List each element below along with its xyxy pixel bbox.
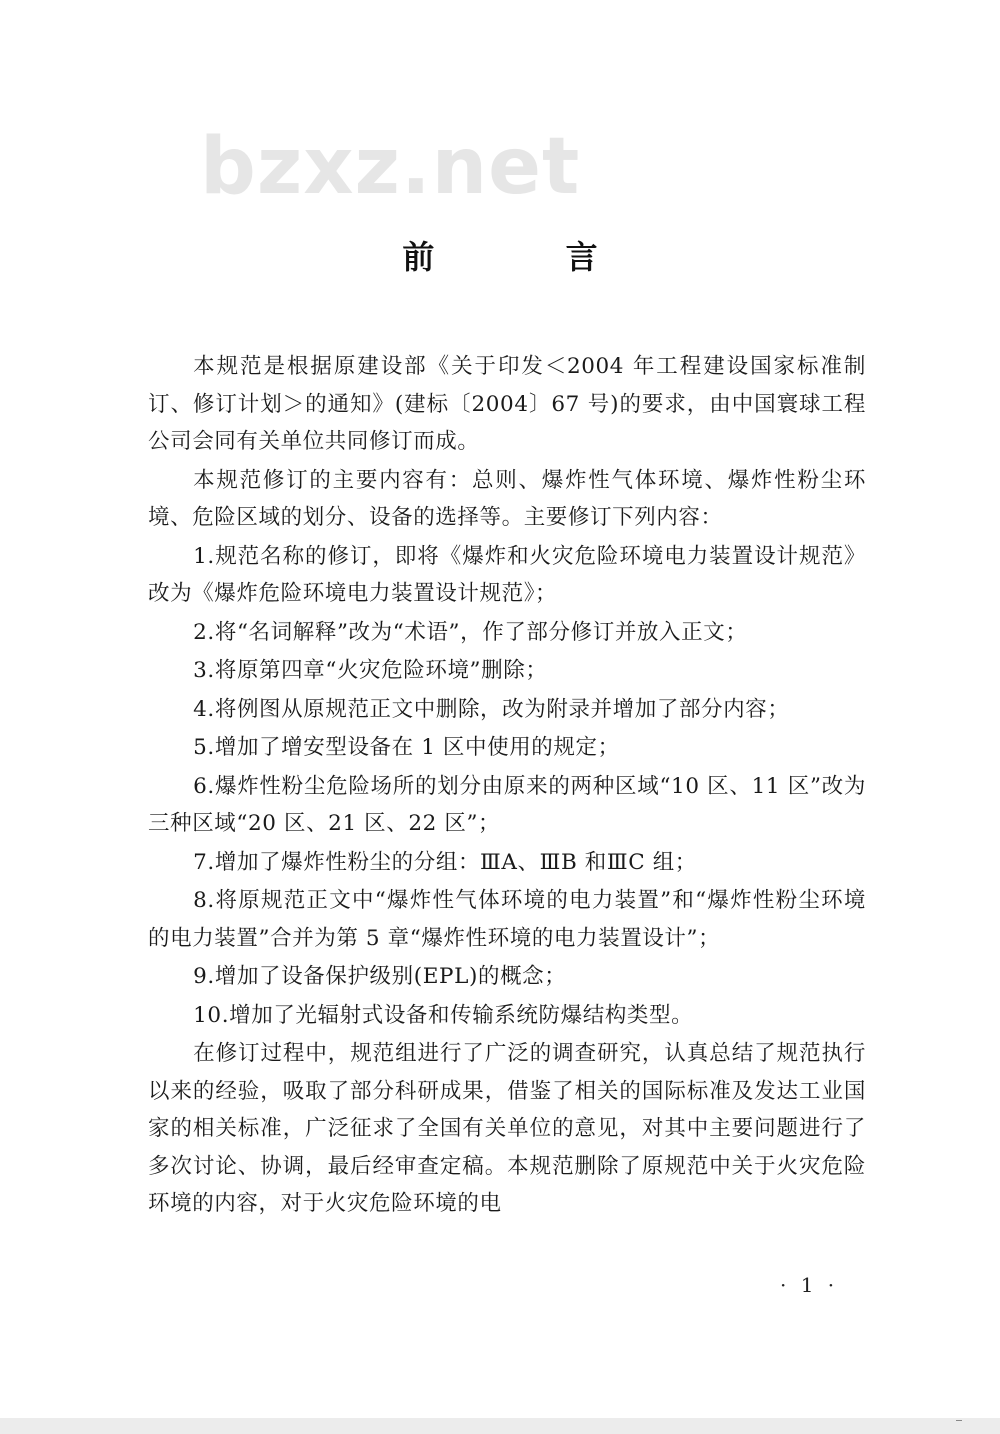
paragraph: 本规范修订的主要内容有：总则、爆炸性气体环境、爆炸性粉尘环境、危险区域的划分、设备的选择等。主要修订下列内容：: [148, 467, 866, 530]
paragraph: 在修订过程中，规范组进行了广泛的调查研究，认真总结了规范执行以来的经验，吸取了部分科研成果，借鉴了相关的国际标准及发达工业国家的相关标准，广泛征求了全国有关单位的意见，对其中主要问题进行了多次讨论、协调，最后经审查定稿。本规范删除了原规范中关于火灾危险环境的内容，对于火灾危险环境的电: [148, 1041, 866, 1216]
list-item: 5.增加了增安型设备在 1 区中使用的规定；: [193, 735, 620, 760]
list-item: 8.将原规范正文中“爆炸性气体环境的电力装置”和“爆炸性粉尘环境的电力装置”合并为第 5 章“爆炸性环境的电力装置设计”；: [148, 888, 866, 951]
list-item: 2.将“名词解释”改为“术语”，作了部分修订并放入正文；: [193, 619, 748, 645]
list-item: 6.爆炸性粉尘危险场所的划分由原来的两种区域“10 区、11 区”改为三种区域“20 区、21 区、22 区”；: [148, 773, 866, 836]
list-item: 1.规范名称的修订，即将《爆炸和火灾危险环境电力装置设计规范》改为《爆炸危险环境电力装置设计规范》；: [148, 543, 866, 606]
list-item: 10.增加了光辐射式设备和传输系统防爆结构类型。: [193, 1002, 694, 1028]
paragraph: 本规范是根据原建设部《关于印发＜2004 年工程建设国家标准制订、修订计划＞的通知》(建标〔2004〕67 号)的要求，由中国寰球工程公司会同有关单位共同修订而成。: [148, 354, 866, 454]
list-item: 3.将原第四章“火灾危险环境”删除；: [193, 658, 548, 683]
list-item: 7.增加了爆炸性粉尘的分组：ⅢA、ⅢB 和ⅢC 组；: [193, 849, 697, 875]
list-item: 9.增加了设备保护级别(EPL)的概念；: [193, 964, 567, 989]
page-number: · 1 ·: [780, 1273, 839, 1297]
watermark: bzxz.net: [200, 122, 581, 212]
page-title: 前 言: [402, 238, 658, 276]
body-text: [148, 348, 866, 1224]
scroll-marker: [956, 1420, 962, 1421]
list-item: 4.将例图从原规范正文中删除，改为附录并增加了部分内容；: [193, 696, 790, 722]
viewer-bottom-bar: [0, 1418, 1000, 1434]
